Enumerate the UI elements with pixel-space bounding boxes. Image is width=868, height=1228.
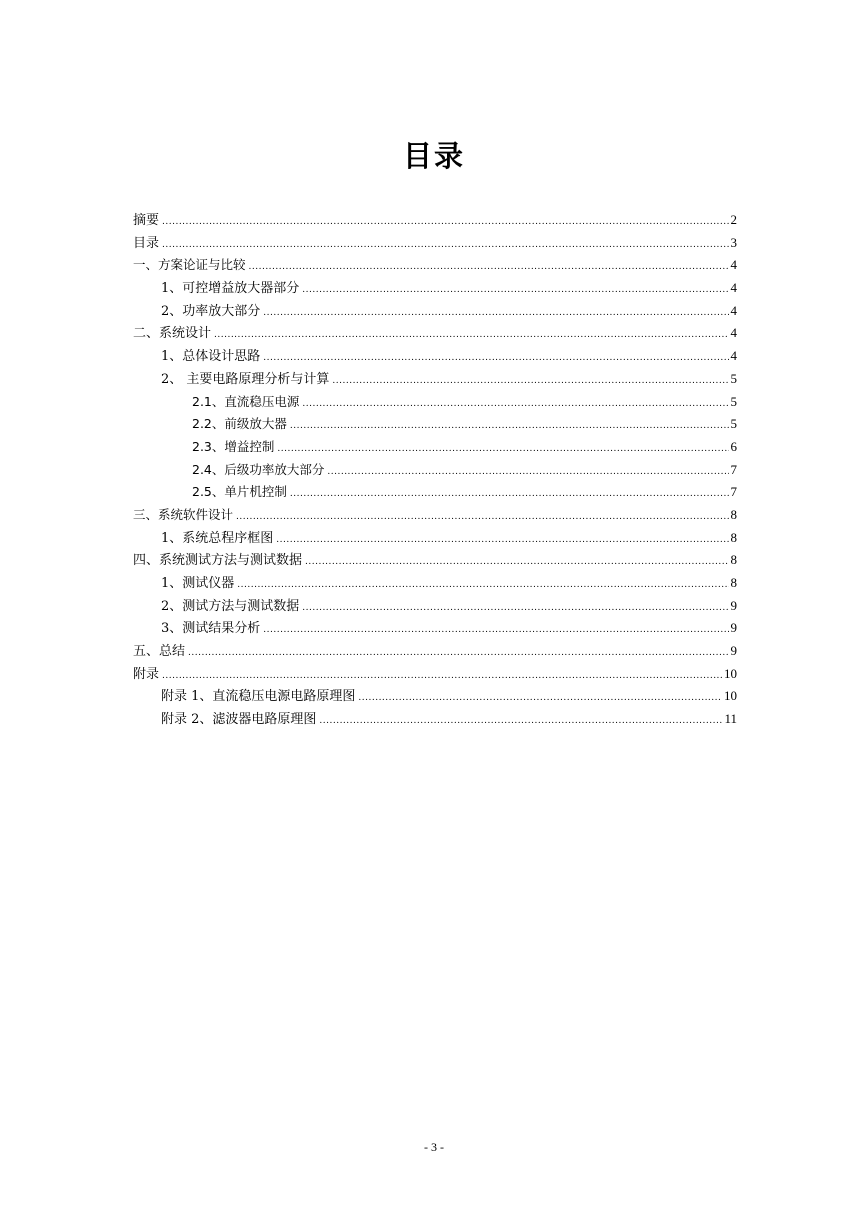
toc-entry[interactable] [133, 300, 737, 323]
toc-entry[interactable] [133, 277, 737, 300]
toc-entry[interactable] [133, 685, 737, 708]
toc-entry-page-number: 2 [730, 212, 737, 227]
toc-dot-leader [263, 302, 728, 325]
toc-dot-leader [249, 256, 729, 279]
toc-dot-leader [162, 234, 728, 257]
toc-entry-page-number: 5 [730, 416, 737, 432]
page-number-footer: - 3 - [424, 1140, 444, 1154]
toc-entry-page-number: 8 [730, 552, 737, 568]
toc-entry-page-number: 7 [730, 484, 737, 500]
toc-entry-page-number: 10 [724, 688, 737, 704]
toc-entry-page-number: 4 [730, 257, 737, 273]
toc-dot-leader [319, 710, 722, 733]
toc-dot-leader [263, 619, 728, 642]
toc-entry[interactable] [133, 572, 737, 595]
toc-entry-title: 2、测试方法与测试数据 [161, 598, 300, 614]
toc-dot-leader [327, 461, 728, 484]
toc-entry-title: 2.4、后级功率放大部分 [192, 461, 325, 477]
toc-entry-page-number: 4 [730, 280, 737, 296]
toc-entry[interactable] [133, 391, 737, 414]
toc-entry[interactable] [133, 527, 737, 550]
toc-entry-page-number: 9 [730, 597, 737, 613]
toc-dot-leader [305, 551, 728, 574]
toc-dot-leader [302, 279, 728, 302]
toc-entry-page-number: 4 [730, 348, 737, 364]
toc-entry-title: 附录 2、滤波器电路原理图 [161, 712, 317, 728]
toc-dot-leader [188, 642, 728, 665]
toc-dot-leader [358, 687, 722, 710]
toc-entry-page-number: 8 [730, 575, 737, 590]
toc-entry-title: 目录 [133, 235, 160, 251]
toc-entry-title: 二、系统设计 [133, 326, 212, 342]
toc-entry-page-number: 9 [730, 643, 737, 659]
page-title: 目录 [402, 139, 465, 173]
toc-entry[interactable] [133, 368, 737, 391]
toc-dot-leader [263, 347, 728, 370]
toc-entry-title: 1、系统总程序框图 [161, 530, 274, 546]
toc-entry-title: 附录 1、直流稳压电源电路原理图 [161, 689, 356, 705]
toc-entry-title: 2.2、前级放大器 [192, 416, 287, 432]
toc-entry[interactable] [133, 322, 737, 345]
toc-dot-leader [290, 415, 729, 438]
toc-entry[interactable] [133, 708, 737, 731]
toc-dot-leader [302, 597, 728, 620]
toc-entry-page-number: 5 [730, 370, 737, 386]
toc-entry[interactable] [133, 232, 737, 255]
toc-dot-leader [290, 483, 729, 506]
toc-entry-title: 3、测试结果分析 [161, 621, 261, 637]
toc-dot-leader [162, 211, 728, 234]
toc-entry-title: 四、系统测试方法与测试数据 [133, 553, 303, 569]
toc-entry[interactable] [133, 209, 737, 232]
toc-entry-title: 2.5、单片机控制 [192, 484, 287, 500]
toc-entry-page-number: 7 [730, 461, 737, 477]
toc-entry-page-number: 10 [724, 665, 737, 681]
toc-entry-page-number: 4 [730, 302, 737, 318]
toc-entry-title: 三、系统软件设计 [133, 506, 234, 522]
toc-entry-title: 1、可控增益放大器部分 [161, 281, 300, 297]
toc-entry-title: 摘要 [133, 213, 160, 228]
toc-entry-title: 1、测试仪器 [161, 576, 235, 591]
toc-entry-title: 一、方案论证与比较 [133, 257, 246, 273]
toc-entry[interactable] [133, 436, 737, 459]
toc-entry-title: 2、功率放大部分 [161, 303, 261, 319]
toc-entry-page-number: 9 [730, 620, 737, 636]
toc-entry-page-number: 8 [730, 506, 737, 522]
toc-entry-title: 2.1、直流稳压电源 [192, 393, 300, 409]
toc-entry-title: 五、总结 [133, 644, 186, 660]
toc-entry-title: 附录 [133, 666, 160, 682]
toc-entry[interactable] [133, 640, 737, 663]
toc-entry-page-number: 11 [724, 711, 737, 727]
toc-entry[interactable] [133, 663, 737, 686]
toc-entry-page-number: 4 [730, 325, 737, 341]
toc-entry[interactable] [133, 413, 737, 436]
toc-entry[interactable] [133, 459, 737, 482]
toc-dot-leader [277, 438, 728, 461]
toc-entry-title: 2、 主要电路原理分析与计算 [161, 371, 330, 387]
toc-dot-leader [162, 665, 722, 688]
toc-entry-title: 2.3、增益控制 [192, 438, 275, 454]
toc-dot-leader [302, 393, 728, 416]
toc-entry[interactable] [133, 481, 737, 504]
toc-entry-page-number: 6 [730, 438, 737, 454]
toc-entry-title: 1、总体设计思路 [161, 349, 261, 365]
toc-dot-leader [276, 529, 728, 552]
toc-dot-leader [214, 324, 728, 347]
toc-entry-page-number: 8 [730, 529, 737, 545]
toc-entry[interactable] [133, 345, 737, 368]
toc-entry[interactable] [133, 254, 737, 277]
table-of-contents [133, 209, 737, 731]
toc-entry[interactable] [133, 617, 737, 640]
toc-dot-leader [236, 506, 728, 529]
toc-entry[interactable] [133, 549, 737, 572]
toc-entry-page-number: 3 [730, 234, 737, 250]
toc-entry[interactable] [133, 595, 737, 618]
toc-entry-page-number: 5 [730, 393, 737, 409]
toc-dot-leader [237, 574, 728, 597]
toc-entry[interactable] [133, 504, 737, 527]
toc-dot-leader [332, 370, 728, 393]
